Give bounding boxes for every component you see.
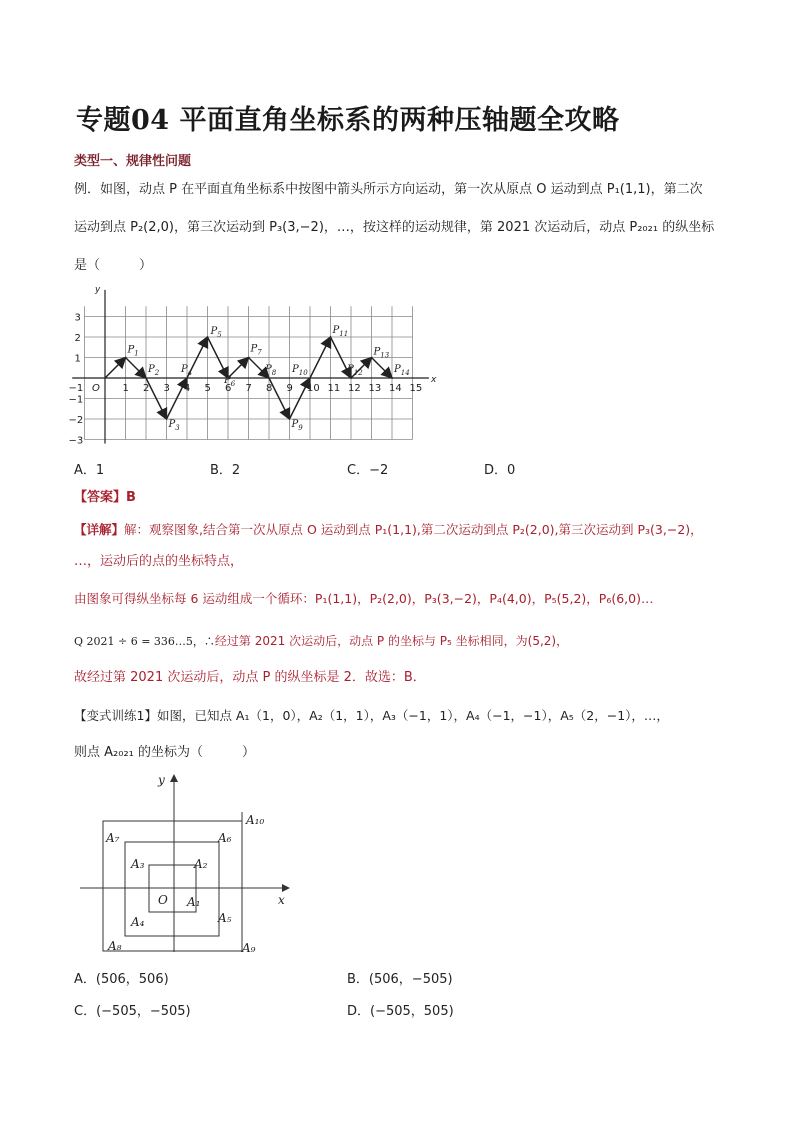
example-line-2: 运动到点 P₂(2,0)，第三次运动到 P₃(3,−2)，…，按这样的运动规律，第 2021 次运动后，动点 P₂₀₂₁ 的纵坐标 (74, 220, 715, 235)
y-tick-label: 2 (74, 333, 81, 344)
x-tick-label: 5 (204, 383, 211, 394)
x-tick-label: 7 (245, 383, 252, 394)
detail-text-4: 经过第 2021 次运动后，动点 P 的坐标与 P₅ 坐标相同，为(5,2)， (214, 634, 569, 648)
label-a5: A₅ (218, 911, 232, 925)
answer-label: 【答案】 (74, 490, 127, 505)
y-axis-arrow (170, 774, 178, 782)
path-segment-p1 (105, 358, 126, 379)
point-label-p7: $P_7$ (250, 343, 262, 357)
answer-value: B (126, 490, 136, 505)
label-y: y (158, 773, 165, 787)
label-origin: O (158, 893, 168, 907)
section-heading: 类型一、规律性问题 (74, 154, 192, 169)
y-tick-label: 1 (74, 353, 81, 365)
option-a: A．1 (74, 463, 105, 478)
y-tick-label: −3 (68, 435, 84, 447)
detail-label: 【详解】 (74, 522, 125, 537)
point-label-p4: $P_4$ (181, 364, 193, 377)
label-a8: A₈ (108, 939, 122, 953)
x-axis-arrow (282, 884, 290, 892)
motion-path-graph (60, 278, 460, 448)
x-tick-label: 8 (266, 383, 273, 394)
x-tick-label: −1 (68, 383, 84, 394)
point-label-p1: $P_1$ (127, 344, 139, 358)
variant-line-2: 则点 A₂₀₂₁ 的坐标为（ ） (74, 745, 256, 760)
x-axis-label: x (430, 375, 437, 385)
x-tick-label: 12 (348, 383, 361, 394)
path-segment-p7 (228, 358, 249, 379)
x-tick-label: 4 (184, 383, 191, 394)
point-label-p6: $P_6$ (224, 375, 236, 388)
point-label-p14: $P_{14}$ (394, 364, 410, 377)
detail-line-3: 由图象可得纵坐标每 6 运动组成一个循环：P₁(1,1)，P₂(2,0)，P₃(3,−2)，P₄(4,0)，P₅(5,2)，P₆(6,0)… (74, 591, 654, 606)
point-label-p5: $P_5$ (210, 326, 222, 339)
point-label-p2: $P_2$ (148, 364, 160, 377)
label-a10: A₁₀ (246, 813, 265, 827)
label-a2: A₂ (194, 857, 208, 871)
y-tick-label: −2 (68, 415, 84, 426)
point-label-p3: $P_3$ (168, 419, 180, 432)
detail-line-2: …，运动后的点的坐标特点， (74, 554, 244, 569)
option-b: B．2 (210, 463, 241, 478)
detail-calc: Q 2021 ÷ 6 = 336…5，∴ (74, 635, 215, 648)
y-tick-label: 3 (74, 312, 81, 324)
x-tick-label: 15 (409, 383, 423, 394)
point-label-p10: $P_{10}$ (292, 364, 308, 377)
square-spiral-graph (70, 770, 310, 960)
x-tick-label: O (92, 383, 100, 394)
x-tick-label: 10 (307, 383, 320, 394)
example-line-3: 是（ ） (74, 258, 153, 273)
y-tick-label: −1 (68, 394, 84, 406)
path-segment-p14 (372, 358, 393, 379)
point-label-p13: $P_{13}$ (373, 346, 390, 360)
path-segment-p2 (126, 358, 147, 379)
x-tick-label: 9 (286, 383, 293, 394)
option-d: D．0 (484, 463, 516, 478)
variant-line-1: 【变式训练1】如图，已知点 A₁（1，0），A₂（1，1），A₃（−1，1），A₄（−1，−1），A₅（2，−1），…， (74, 708, 669, 723)
detail-text-1: 解：观察图象,结合第一次从原点 O 运动到点 P₁(1,1),第二次运动到点 P₂(2,0),第三次运动到 P₃(3,−2)， (124, 522, 703, 537)
x-tick-label: 14 (389, 383, 402, 394)
label-a3: A₃ (131, 857, 145, 871)
label-x: x (278, 893, 285, 907)
x-tick-label: 6 (225, 383, 232, 394)
y-axis-label: y (95, 284, 101, 295)
x-tick-label: 11 (327, 383, 341, 394)
detail-line-4 (74, 632, 568, 651)
point-label-p11: $P_{11}$ (332, 325, 349, 338)
label-a7: A₇ (106, 831, 120, 845)
variant-option-c: C．(−505，−505) (74, 1004, 191, 1019)
page-title: 专题04 平面直角坐标系的两种压轴题全攻略 (76, 105, 620, 136)
detail-line-1 (74, 521, 703, 539)
label-a6: A₆ (218, 831, 232, 845)
x-tick-label: 3 (163, 383, 170, 394)
x-tick-label: 2 (143, 383, 150, 394)
label-a1: A₁ (187, 895, 201, 909)
label-a9: A₉ (242, 941, 256, 955)
x-tick-label: 13 (368, 383, 382, 394)
option-c: C．−2 (347, 463, 389, 478)
variant-option-b: B．(506，−505) (347, 972, 453, 987)
variant-option-a: A．(506，506) (74, 972, 169, 987)
detail-line-5: 故经过第 2021 次运动后，动点 P 的纵坐标是 2．故选：B． (74, 670, 426, 685)
point-label-p12: $P_{12}$ (347, 364, 363, 377)
label-a4: A₄ (131, 915, 145, 929)
answer (74, 489, 136, 507)
x-tick-label: 1 (122, 383, 129, 394)
point-label-p9: $P_9$ (291, 419, 303, 432)
example-line-1: 例．如图，动点 P 在平面直角坐标系中按图中箭头所示方向运动，第一次从原点 O 运动到点 P₁(1,1)，第二次 (74, 182, 703, 197)
variant-option-d: D．(−505，505) (347, 1004, 454, 1019)
point-label-p8: $P_8$ (265, 364, 277, 377)
